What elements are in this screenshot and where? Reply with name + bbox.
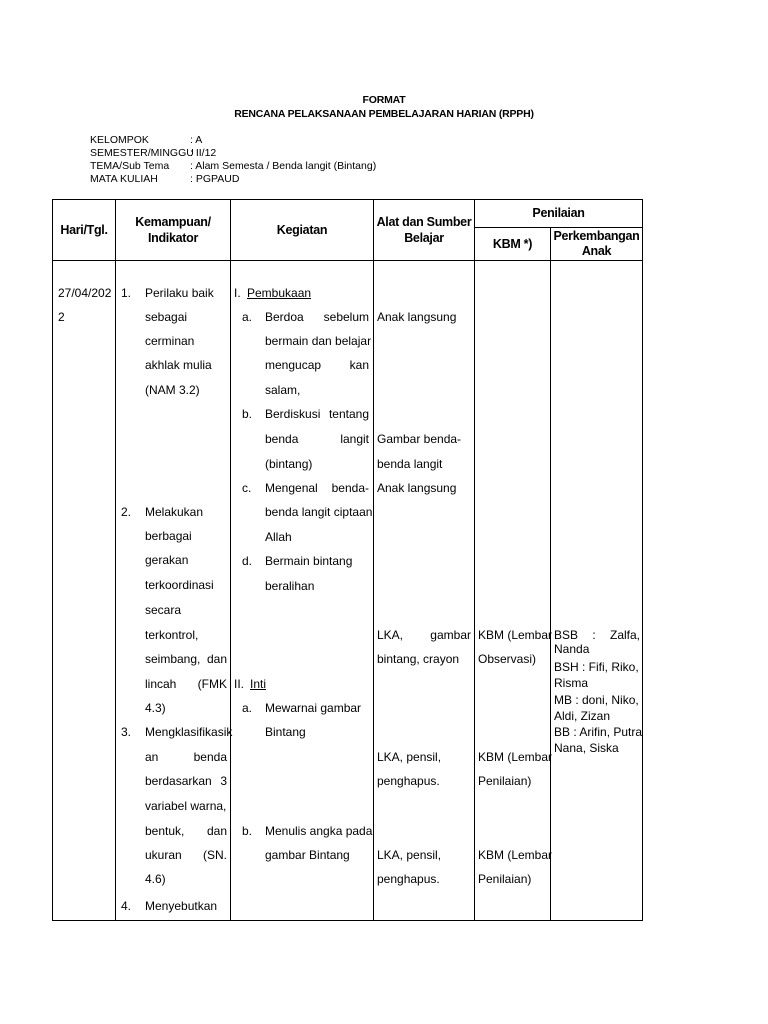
col-border-6 [642, 199, 643, 921]
meta-semester-value: : II/12 [190, 147, 217, 159]
indikator-1-line1: Perilaku baik [145, 286, 214, 300]
kegiatan-b2-letter: b. [242, 824, 253, 838]
col-border-3 [373, 199, 374, 921]
kbm-row1-line2: Observasi) [478, 652, 537, 666]
indikator-3-line4: variabel warna, [145, 799, 227, 813]
header-penilaian: Penilaian [532, 206, 585, 220]
kegiatan-d-letter: d. [242, 554, 253, 568]
header-kemampuan-line2: Indikator [147, 231, 199, 245]
indikator-3-number: 3. [121, 725, 132, 739]
header-perkembangan-line1: Perkembangan [553, 229, 640, 243]
indikator-1-line2: sebagai [145, 310, 188, 324]
indikator-2-line8: lincah (FMK [145, 677, 227, 691]
kegiatan-b-line3: (bintang) [265, 457, 313, 471]
indikator-2-line9: 4.3) [145, 701, 166, 715]
kbm-row2-line2: Penilaian) [478, 774, 532, 788]
indikator-1-line4: akhlak mulia [145, 358, 212, 372]
penilaian-divider [474, 227, 643, 228]
perkembangan-mb-line1: MB : doni, Niko, [554, 693, 639, 707]
kbm-row3-line2: Penilaian) [478, 872, 532, 886]
kegiatan-a-line3: mengucap kan [265, 358, 369, 372]
col-border-2 [230, 199, 231, 921]
alat-row5-line1: LKA, pensil, [377, 750, 442, 764]
indikator-2-line1: Melakukan [145, 505, 204, 519]
indikator-3-line1: Mengklasifikasik [145, 725, 233, 739]
indikator-2-line2: berbagai [145, 529, 192, 543]
alat-row6-line2: penghapus. [377, 872, 440, 886]
perkembangan-bsh-line2: Risma [554, 676, 589, 690]
kegiatan-section1-title: Pembukaan [247, 286, 312, 300]
meta-kelompok-value: : A [190, 134, 203, 146]
header-kegiatan: Kegiatan [276, 223, 328, 237]
alat-row2-line1: Gambar benda- [377, 432, 462, 446]
perkembangan-bb-line1: BB : Arifin, Putra [554, 725, 643, 739]
kbm-row3-line1: KBM (Lembar [478, 848, 553, 862]
perkembangan-bsb-line1: BSB : Zalfa, [554, 628, 640, 642]
kegiatan-b-line2: benda langit [265, 432, 369, 446]
kegiatan-c-line2: benda langit ciptaan [265, 505, 373, 519]
table-bottom-border [52, 920, 643, 921]
indikator-2-line4: terkoordinasi [145, 578, 214, 592]
kegiatan-a-line4: salam, [265, 383, 301, 397]
perkembangan-bsh-line1: BSH : Fifi, Riko, [554, 660, 639, 674]
header-kemampuan-line1: Kemampuan/ [135, 215, 211, 229]
meta-semester-label: SEMESTER/MINGGU [90, 147, 194, 159]
kegiatan-d-line1: Bermain bintang [265, 554, 353, 568]
col-border-0 [52, 199, 53, 921]
alat-row4-line1: LKA, gambar [377, 628, 471, 642]
kegiatan-b2-line1: Menulis angka pada [265, 824, 373, 838]
kegiatan-section1-number: I. [234, 286, 241, 300]
header-alat-line1: Alat dan Sumber [376, 215, 472, 229]
col-border-1 [115, 199, 116, 921]
col-border-4 [474, 199, 475, 921]
kegiatan-b-line1: Berdiskusi tentang [265, 407, 369, 421]
kegiatan-d-line2: beralihan [265, 579, 315, 593]
document-subtitle: RENCANA PELAKSANAAN PEMBELAJARAN HARIAN (RPPH) [234, 108, 534, 120]
alat-row6-line1: LKA, pensil, [377, 848, 442, 862]
kegiatan-c-line3: Allah [265, 530, 292, 544]
kegiatan-b-letter: b. [242, 407, 253, 421]
indikator-2-line5: secara [145, 603, 182, 617]
indikator-3-line3: berdasarkan 3 [145, 774, 227, 788]
hari-date-line2: 2 [58, 310, 65, 324]
indikator-2-line6: terkontrol, [145, 628, 199, 642]
header-kbm: KBM *) [492, 237, 533, 251]
header-hari: Hari/Tgl. [60, 223, 108, 237]
alat-row5-line2: penghapus. [377, 774, 440, 788]
meta-matkul-value: : PGPAUD [190, 173, 240, 185]
kegiatan-section2-title: Inti [250, 677, 267, 691]
alat-row1: Anak langsung [377, 310, 457, 324]
indikator-3-line7: 4.6) [145, 872, 166, 886]
alat-row3: Anak langsung [377, 481, 457, 495]
header-perkembangan-line2: Anak [581, 244, 612, 258]
indikator-2-number: 2. [121, 505, 132, 519]
meta-tema-value: : Alam Semesta / Benda langit (Bintang) [190, 160, 377, 172]
kegiatan-a-line2: bermain dan belajar [265, 334, 372, 348]
alat-row4-line2: bintang, crayon [377, 652, 460, 666]
kegiatan-a2-line1: Mewarnai gambar [265, 701, 362, 715]
indikator-3-line2: an benda [145, 750, 227, 764]
document-title: FORMAT [362, 94, 406, 106]
indikator-2-line3: gerakan [145, 553, 189, 567]
perkembangan-bsb-line2: Nanda [554, 642, 590, 656]
alat-row2-line2: benda langit [377, 457, 443, 471]
indikator-4-number: 4. [121, 899, 132, 913]
meta-kelompok-label: KELOMPOK [90, 134, 149, 146]
kbm-row2-line1: KBM (Lembar [478, 750, 553, 764]
kegiatan-a-line1: Berdoa sebelum [265, 310, 369, 324]
kegiatan-a2-letter: a. [242, 701, 253, 715]
meta-tema-label: TEMA/Sub Tema [90, 160, 170, 172]
indikator-2-line7: seimbang, dan [145, 652, 227, 666]
header-alat-line2: Belajar [404, 231, 444, 245]
kegiatan-section2-number: II. [234, 677, 245, 691]
kegiatan-a2-line2: Bintang [265, 725, 306, 739]
indikator-1-line3: cerminan [145, 334, 195, 348]
hari-date-line1: 27/04/202 [58, 286, 112, 300]
indikator-3-line6: ukuran (SN. [145, 848, 227, 862]
meta-matkul-label: MATA KULIAH [90, 173, 158, 185]
col-border-5 [550, 227, 551, 921]
perkembangan-bb-line2: Nana, Siska [554, 741, 619, 755]
indikator-1-line5: (NAM 3.2) [145, 383, 200, 397]
indikator-4-line1: Menyebutkan [145, 899, 218, 913]
kbm-row1-line1: KBM (Lembar [478, 628, 553, 642]
kegiatan-c-line1: Mengenal benda- [265, 481, 369, 495]
kegiatan-b2-line2: gambar Bintang [265, 848, 350, 862]
header-bottom-border [52, 260, 643, 261]
perkembangan-mb-line2: Aldi, Zizan [554, 709, 611, 723]
indikator-1-number: 1. [121, 286, 132, 300]
kegiatan-a-letter: a. [242, 310, 253, 324]
table-top-border [52, 199, 643, 200]
kegiatan-c-letter: c. [242, 481, 252, 495]
indikator-3-line5: bentuk, dan [145, 824, 227, 838]
